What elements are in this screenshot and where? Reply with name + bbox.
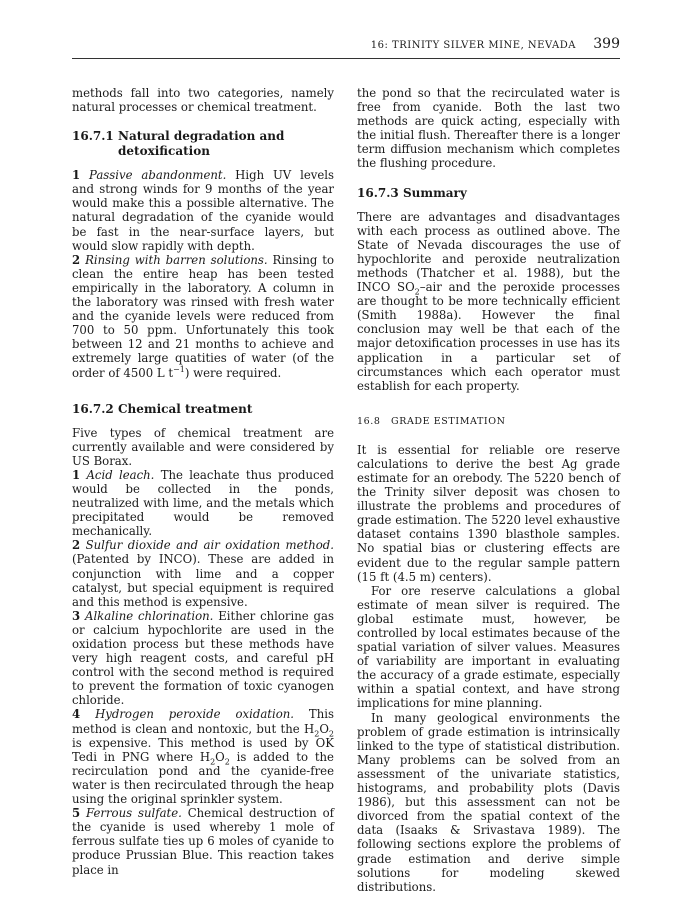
item-title: Ferrous sulfate. — [86, 806, 182, 821]
intro-paragraph: methods fall into two categories, namely natural processes or chemical treatment. — [72, 86, 334, 115]
header-rule — [72, 58, 620, 59]
item-number: 4 — [72, 707, 81, 722]
item-text: O — [215, 749, 225, 764]
subscript: 2 — [224, 757, 230, 767]
item-text: (Patented by INCO). These are added in conjunction with lime and a copper catalyst, but special equipment is required and this method is expensive. — [72, 552, 334, 609]
section-title: GRADE ESTIMATION — [391, 415, 506, 427]
item-ferrous-sulfate — [72, 806, 334, 876]
superscript: −1 — [173, 364, 185, 374]
heading-number: 16.7.1 — [72, 129, 114, 144]
item-title: Passive abandonment. — [88, 168, 227, 183]
item-title: Acid leach. — [86, 467, 155, 482]
heading-number: 16.7.3 — [357, 185, 399, 200]
item-acid-leach — [72, 468, 334, 538]
grade-paragraph-2: For ore reserve calculations a global estimate of mean silver is required. The global estimate must, however, be controlled by local estimates because of the spatial variation of silver values. Measures of variability are important in evaluating the accuracy of a grade estimate, especially within a spatial context, and have strong implications for mine planning. — [357, 583, 620, 711]
subscript: 2 — [414, 287, 420, 297]
item-title: Sulfur dioxide and air oxidation method. — [85, 538, 334, 553]
heading-title: Summary — [403, 185, 467, 200]
heading-16-8 — [357, 415, 620, 428]
item-title: Alkaline chlorination. — [85, 608, 214, 623]
item-text: High UV levels and strong winds for 9 months of the year would make this a possible alternative. The natural degradation of the cyanide would be fast in the near-surface layers, but would slow rapidly with depth. — [72, 168, 334, 253]
item-number: 1 — [72, 168, 81, 183]
item-title: Rinsing with barren solutions. — [85, 252, 268, 267]
item-text: is added to the recirculation pond and the cyanide-free water is then recirculated through the heap using the original sprinkler system. — [72, 749, 334, 807]
item-passive-abandonment — [72, 168, 334, 253]
item-number: 1 — [72, 467, 81, 482]
subscript: 2 — [210, 757, 216, 767]
grade-paragraph-3: In many geological environments the problem of grade estimation is intrinsically linked to the type of statistical distribution. Many problems can be solved from an assessment of the univariate statistics, histograms, and probability plots (Davis 1986), but this assessment can not be divorced from the spatial context of the data (Isaaks & Srivastava 1989). The following sections explore the problems of grade estimation and derive simple solutions for modeling skewed distributions. — [357, 710, 620, 894]
continued-paragraph: the pond so that the recirculated water is free from cyanide. Both the last two methods are quick acting, especially with the initial flush. Thereafter there is a longer term diffusion mechanism which completes the flushing procedure. — [357, 86, 620, 171]
item-text: This method is clean and nontoxic, but the H — [72, 707, 334, 736]
summary-text-end: –air and the peroxide processes are thought to be more technically efficient (Smith 1988a). However the final conclusion may well be that each of the major detoxification processes in use has its application in a particular set of circumstances which each operator must establish for each property. — [357, 280, 621, 393]
item-text: Rinsing to clean the entire heap has been tested empirically in the laboratory. A column in the laboratory was rinsed with fresh water and the cyanide levels were reduced from 700 to 50 ppm. Unfortunately this took between 12 and 21 months to achieve and extremely large quatities of water (of the order of 4500 L t — [72, 252, 334, 380]
heading-16-7-3 — [357, 186, 620, 201]
page-number: 399 — [593, 36, 620, 52]
subscript: 2 — [328, 728, 334, 738]
item-title: Hydrogen peroxide oxidation. — [95, 707, 295, 722]
grade-paragraph-1: It is essential for reliable ore reserve calculations to derive the best Ag grade estimate for an orebody. The 5220 bench of the Trinity silver deposit was chosen to illustrate the problems and procedures of grade estimation. The 5220 level exhaustive dataset contains 1390 blasthole samples. No spatial bias or clustering effects are evident due to the regular sample pattern (15 ft (4.5 m) centers). — [357, 442, 620, 584]
item-text: The leachate thus produced would be collected in the ponds, neutralized with lime, and the metals which precipitated would be removed mechanically. — [72, 467, 334, 539]
item-number: 2 — [72, 252, 81, 267]
heading-title: Chemical treatment — [118, 401, 253, 416]
heading-number: 16.7.2 — [72, 401, 114, 416]
item-text-end: ) were required. — [184, 365, 282, 380]
item-rinsing — [72, 253, 334, 380]
item-alkaline-chlorination — [72, 609, 334, 708]
item-number: 2 — [72, 538, 81, 553]
item-number: 5 — [72, 806, 81, 821]
heading-16-7-2 — [72, 402, 334, 417]
summary-paragraph — [357, 210, 620, 393]
running-head: 16: TRINITY SILVER MINE, NEVADA — [370, 40, 576, 51]
item-number: 3 — [72, 608, 81, 623]
item-sulfur-dioxide — [72, 538, 334, 608]
item-text: Either chlorine gas or calcium hypochlorite are used in the oxidation process but these methods have very high reagent costs, and careful pH control with the second method is required to prevent the formation of toxic cyanogen chloride. — [72, 608, 334, 708]
chemical-intro-paragraph: Five types of chemical treatment are currently available and were considered by US Borax. — [72, 425, 334, 468]
right-column — [357, 86, 620, 894]
heading-title: Natural degradation and detoxification — [118, 129, 285, 159]
subscript: 2 — [314, 728, 320, 738]
item-text: is expensive. This method is used by OK Tedi in PNG where H — [72, 735, 334, 764]
summary-text: There are advantages and disadvantages with each process as outlined above. The State of Nevada discourages the use of hypochlorite and peroxide neutralization methods (Thatcher et al. 1988), but the INCO SO — [357, 209, 620, 295]
section-number: 16.8 — [357, 415, 381, 427]
page-header — [72, 36, 620, 58]
item-hydrogen-peroxide — [72, 707, 334, 806]
item-text: O — [319, 721, 329, 736]
item-text: Chemical destruction of the cyanide is used whereby 1 mole of ferrous sulfate ties up 6 moles of cyanide to produce Prussian Blue. This reaction takes place in — [72, 806, 334, 877]
left-column — [72, 86, 334, 877]
heading-16-7-1 — [72, 129, 334, 159]
